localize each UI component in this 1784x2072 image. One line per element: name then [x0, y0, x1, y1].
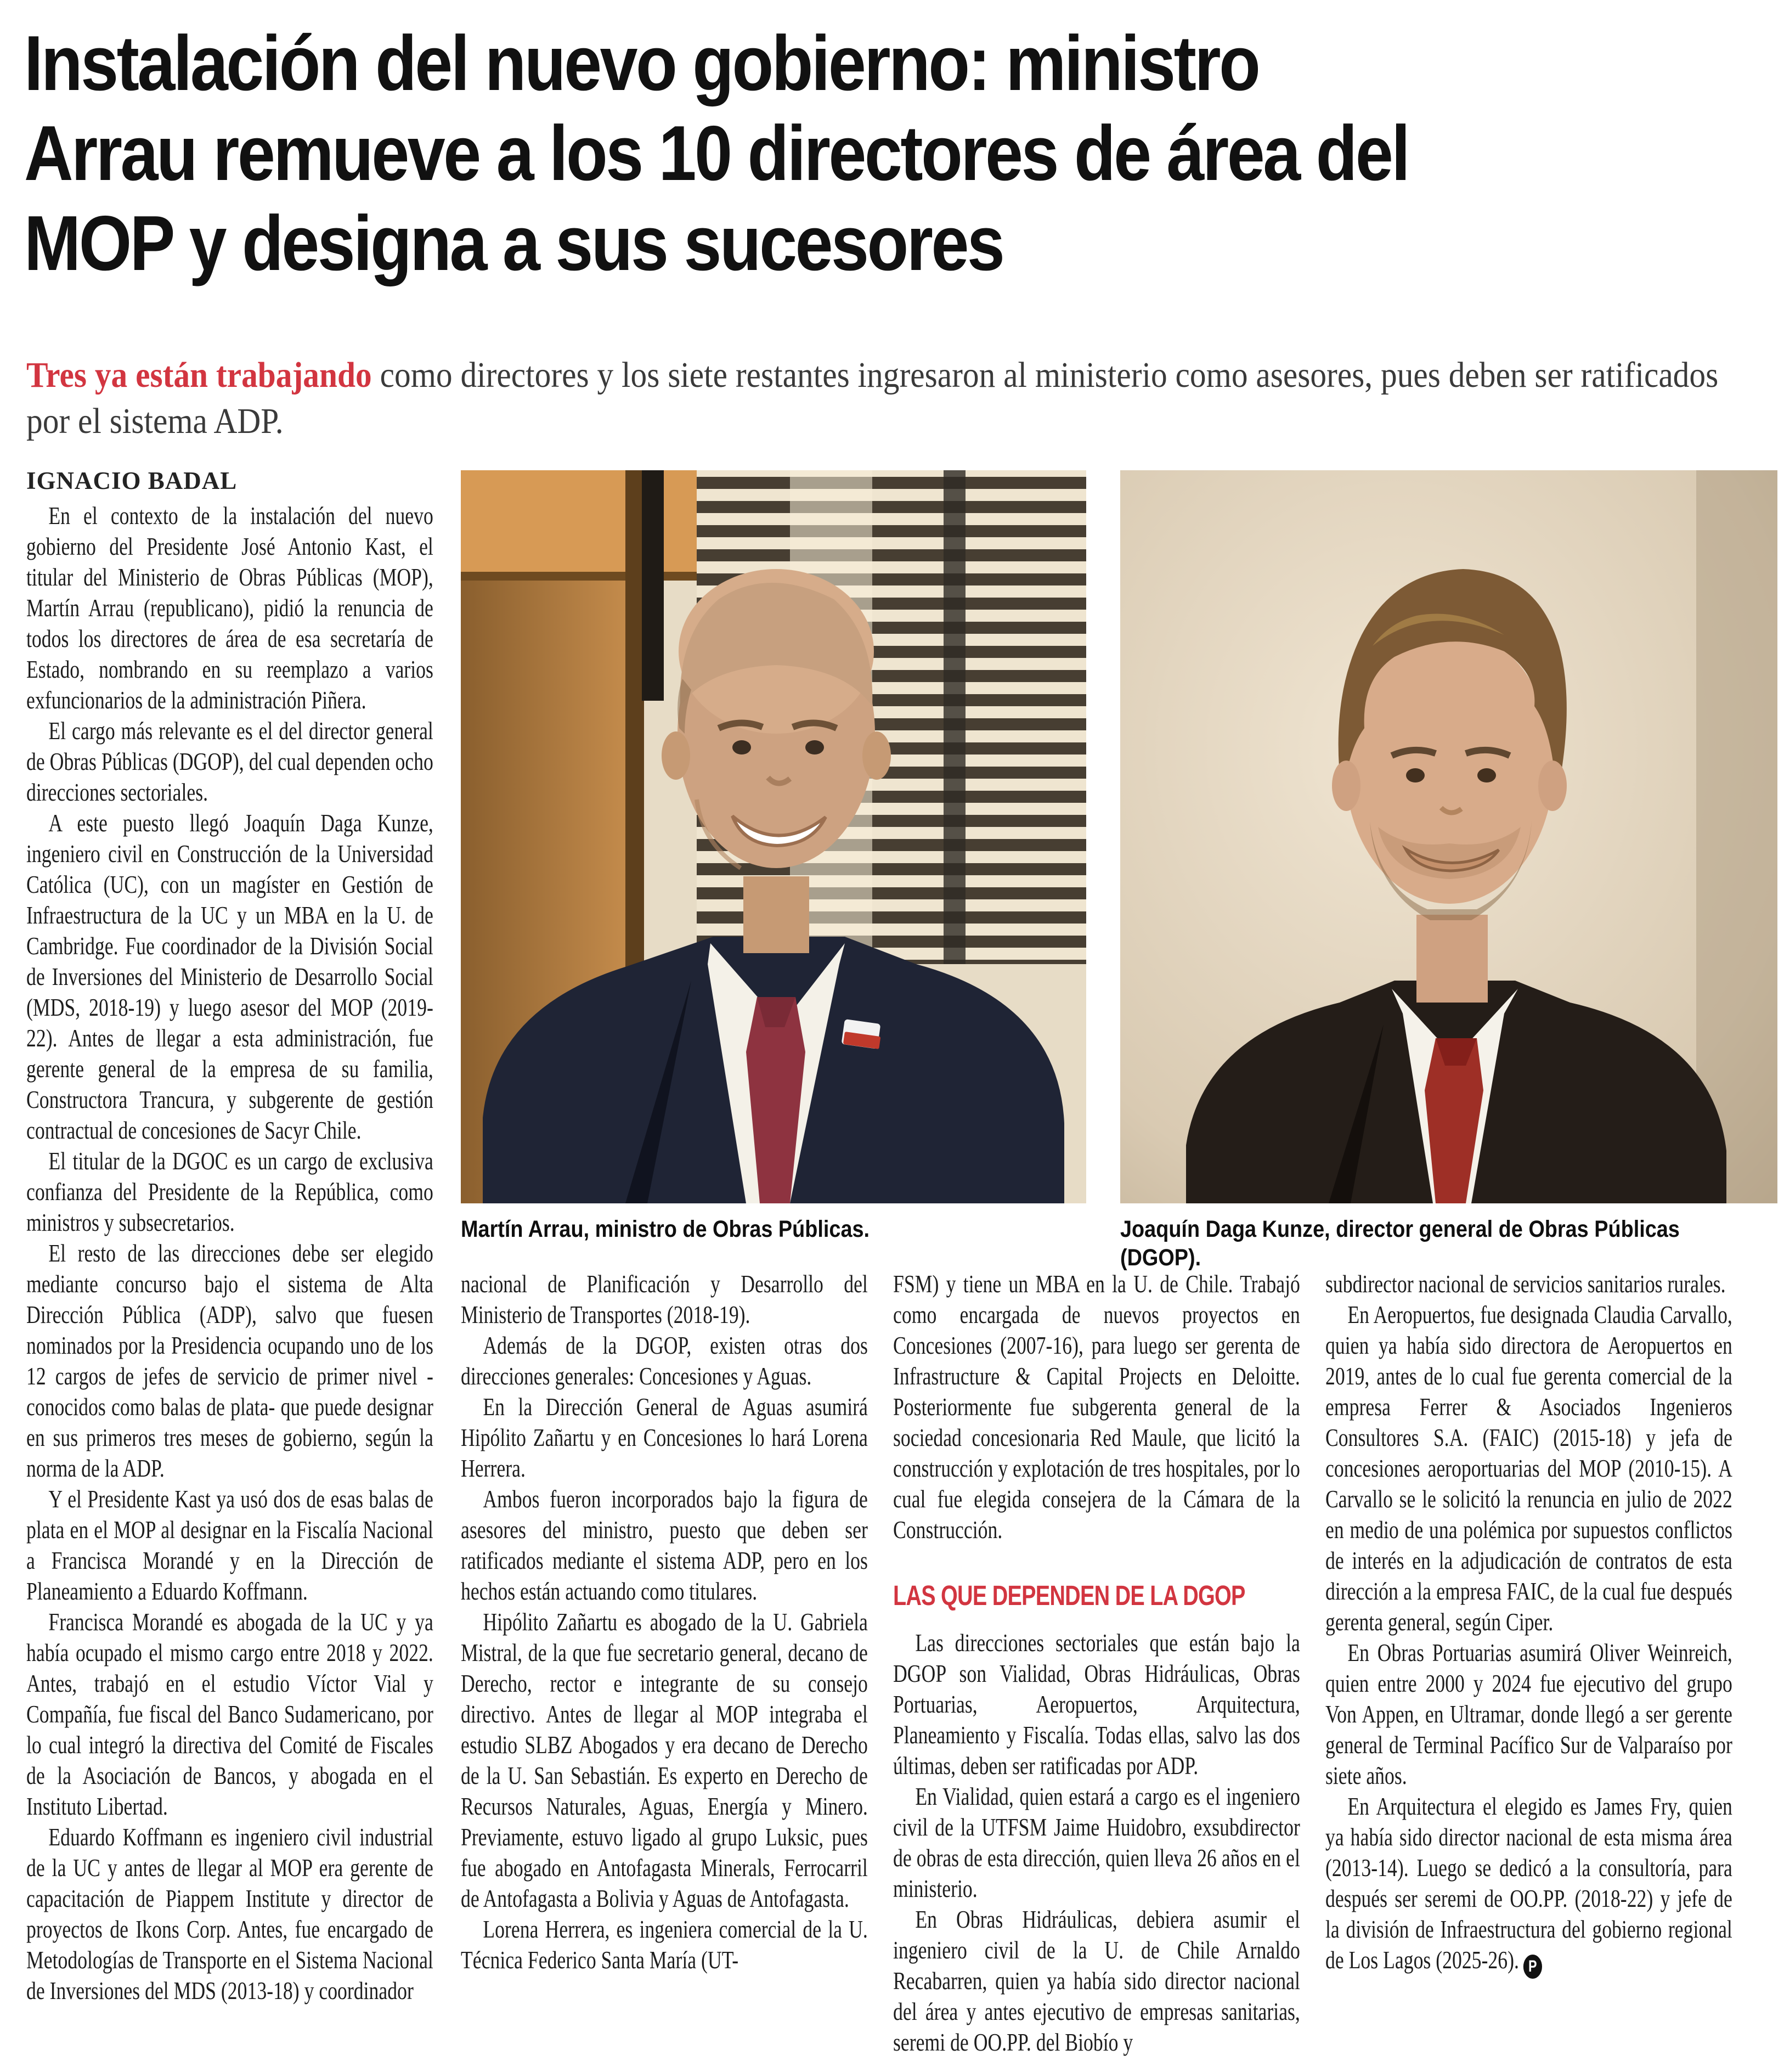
body-paragraph-text: En Arquitectura el elegido es James Fry, quien ya había sido director nacional de esta misma área (2013-14). Luego se dedicó a la consultoría, para después ser seremi de OO.PP. (2018-22) y jefe de la división de Infraestructura del gobierno regional de Los Lagos (2025-26). — [1325, 1792, 1732, 1974]
body-paragraph: El titular de la DGOC es un cargo de exclusiva confianza del Presidente de la República, como ministros y subsecretarios. — [26, 1147, 433, 1236]
body-paragraph: En el contexto de la instalación del nuevo gobierno del Presidente José Antonio Kast, el titular del Ministerio de Obras Públicas (MOP), Martín Arrau (republicano), pidió la renuncia de todos los directores de área de esa secretaría de Estado, nombrando en su reemplazo a varios exfuncionarios de la administración Piñera. — [26, 502, 433, 714]
photo-caption-daga: Joaquín Daga Kunze, director general de Obras Públicas (DGOP). — [1120, 1216, 1680, 1271]
deck — [26, 352, 1765, 444]
body-paragraph: Además de la DGOP, existen otras dos direcciones generales: Concesiones y Aguas. — [461, 1331, 868, 1390]
body-paragraph: En la Dirección General de Aguas asumirá Hipólito Zañartu y en Concesiones lo hará Lorena Herrera. — [461, 1393, 868, 1482]
body-paragraph: Ambos fueron incorporados bajo la figura de asesores del ministro, puesto que deben ser ratificados mediante el sistema ADP, pero en los hechos están actuando como titulares. — [461, 1485, 868, 1605]
headline — [24, 19, 1763, 289]
deck-lead: Tres ya están trabajando — [26, 355, 372, 395]
body-paragraph: Y el Presidente Kast ya usó dos de esas balas de plata en el MOP al designar en la Fiscalía Nacional a Francisca Morandé y en la Dirección de Planeamiento a Eduardo Koffmann. — [26, 1485, 433, 1605]
body-paragraph: En Vialidad, quien estará a cargo es el ingeniero civil de la UTFSM Jaime Huidobro, exsubdirector de obras de esta dirección, quien lleva 26 años en el ministerio. — [893, 1782, 1300, 1902]
photo-martin-arrau — [461, 470, 1086, 1203]
body-paragraph: En Obras Portuarias asumirá Oliver Weinreich, quien entre 2000 y 2024 fue ejecutivo del grupo Von Appen, en Ultramar, donde llegó a ser gerente general de Terminal Pacífico Sur de Valparaíso por siete años. — [1325, 1639, 1732, 1789]
body-paragraph: FSM) y tiene un MBA en la U. de Chile. Trabajó como encargada de nuevos proyectos en Concesiones (2007-16), para luego ser gerenta de Infrastructure & Capital Projects en Deloitte. Posteriormente fue subgerenta general de la sociedad concesionaria Red Maule, que licitó la construcción y explotación de tres hospitales, por lo cual fue elegida consejera de la Cámara de la Construcción. — [893, 1270, 1300, 1544]
body-paragraph: subdirector nacional de servicios sanitarios rurales. — [1325, 1270, 1726, 1298]
body-paragraph: En Aeropuertos, fue designada Claudia Carvallo, quien ya había sido directora de Aeropuertos en 2019, antes de lo cual fue gerenta comercial de la empresa Ferrer & Asociados Ingenieros Consultores S.A. (FAIC) (2015-18) y jefa de concesiones aeroportuarias del MOP (2010-15). A Carvallo se le solicitó la renuncia en julio de 2022 en medio de una polémica por supuestos conflictos de interés en la adjudicación de contratos de esta dirección a la empresa FAIC, de la cual fue después gerenta general, según Ciper. — [1325, 1300, 1732, 1636]
photo-caption-arrau: Martín Arrau, ministro de Obras Públicas. — [461, 1216, 870, 1242]
body-paragraph: Francisca Morandé es abogada de la UC y ya había ocupado el mismo cargo entre 2018 y 2022. Antes, trabajó en el estudio Víctor Vial y Compañía, fue fiscal del Banco Sudamericano, por lo cual integró la directiva del Comité de Fiscales de la Asociación de Bancos, y abogada en el Instituto Libertad. — [26, 1608, 433, 1820]
body-paragraph: Las direcciones sectoriales que están bajo la DGOP son Vialidad, Obras Hidráulicas, Obras Portuarias, Aeropuertos, Arquitectura, Planeamiento y Fiscalía. Todas ellas, salvo las dos últimas, deben ser ratificadas por ADP. — [893, 1629, 1300, 1780]
section-subhead-dgop: LAS QUE DEPENDEN DE LA DGOP — [893, 1580, 1245, 1611]
body-paragraph: El resto de las direcciones debe ser elegido mediante concurso bajo el sistema de Alta Dirección Pública (ADP), salvo que fuesen nominados por la Presidencia ocupando uno de los 12 cargos de jefes de servicio de primer nivel -conocidos como balas de plata- que puede designar en sus primeros tres meses de gobierno, según la norma de la ADP. — [26, 1239, 433, 1482]
body-paragraph: Hipólito Zañartu es abogado de la U. Gabriela Mistral, de la que fue secretario general, decano de Derecho, rector e integrante de su consejo directivo. Antes de llegar al MOP integraba el estudio SLBZ Abogados y era decano de Derecho de la U. San Sebastián. Es experto en Derecho de Recursos Naturales, Aguas, Energía y Minero. Previamente, estuvo ligado al grupo Luksic, pues fue abogado en Antofagasta Minerals, Ferrocarril de Antofagasta a Bolivia y Aguas de Antofagasta. — [461, 1608, 868, 1912]
body-paragraph: A este puesto llegó Joaquín Daga Kunze, ingeniero civil en Construcción de la Universidad Católica (UC), con un magíster en Gestión de Infraestructura de la UC y un MBA en la U. de Cambridge. Fue coordinador de la División Social de Inversiones del Ministerio de Desarrollo Social (MDS, 2018-19) y luego asesor del MOP (2019-22). Antes de llegar a esta administración, fue gerente general de la empresa de su familia, Constructora Trancura, y subgerente de gestión contractual de concesiones de Sacyr Chile. — [26, 809, 433, 1144]
body-paragraph — [1325, 1791, 1732, 1979]
photo-joaquin-daga — [1120, 470, 1777, 1203]
body-column-3 — [893, 1269, 1300, 2071]
body-paragraph: El cargo más relevante es el del director general de Obras Públicas (DGOP), del cual dependen ocho direcciones sectoriales. — [26, 717, 433, 806]
headline-line-1: Instalación del nuevo gobierno: ministro — [24, 20, 1259, 107]
headline-line-3: MOP y designa a sus sucesores — [24, 200, 1003, 287]
body-paragraph: En Obras Hidráulicas, debiera asumir el ingeniero civil de la U. de Chile Arnaldo Recabarren, quien ya había sido director nacional del área y antes ejecutivo de empresas sanitarias, seremi de OO.PP. del Biobío y — [893, 1905, 1300, 2056]
body-column-4 — [1325, 1269, 1732, 2071]
byline: IGNACIO BADAL — [26, 467, 238, 494]
body-column-2 — [461, 1269, 868, 2071]
headline-line-2: Arrau remueve a los 10 directores de área del — [24, 110, 1409, 197]
body-column-1 — [26, 500, 433, 2071]
body-paragraph: Eduardo Koffmann es ingeniero civil industrial de la UC y antes de llegar al MOP era gerente de capacitación de Piappem Institute y director de proyectos de Ikons Corp. Antes, fue encargado de Metodologías de Transporte en el Sistema Nacional de Inversiones del MDS (2013-18) y coordinador — [26, 1823, 433, 2005]
end-mark-icon: P — [1523, 1955, 1542, 1979]
deck-rest: como directores y los siete restantes ingresaron al ministerio como asesores, pues deben ser ratificados por el sistema ADP. — [26, 355, 1719, 441]
body-paragraph: Lorena Herrera, es ingeniera comercial de la U. Técnica Federico Santa María (UT- — [461, 1915, 868, 1974]
portrait-daga-illustration — [1120, 470, 1777, 1203]
body-paragraph: nacional de Planificación y Desarrollo del Ministerio de Transportes (2018-19). — [461, 1270, 868, 1328]
portrait-arrau-illustration — [461, 470, 1086, 1203]
